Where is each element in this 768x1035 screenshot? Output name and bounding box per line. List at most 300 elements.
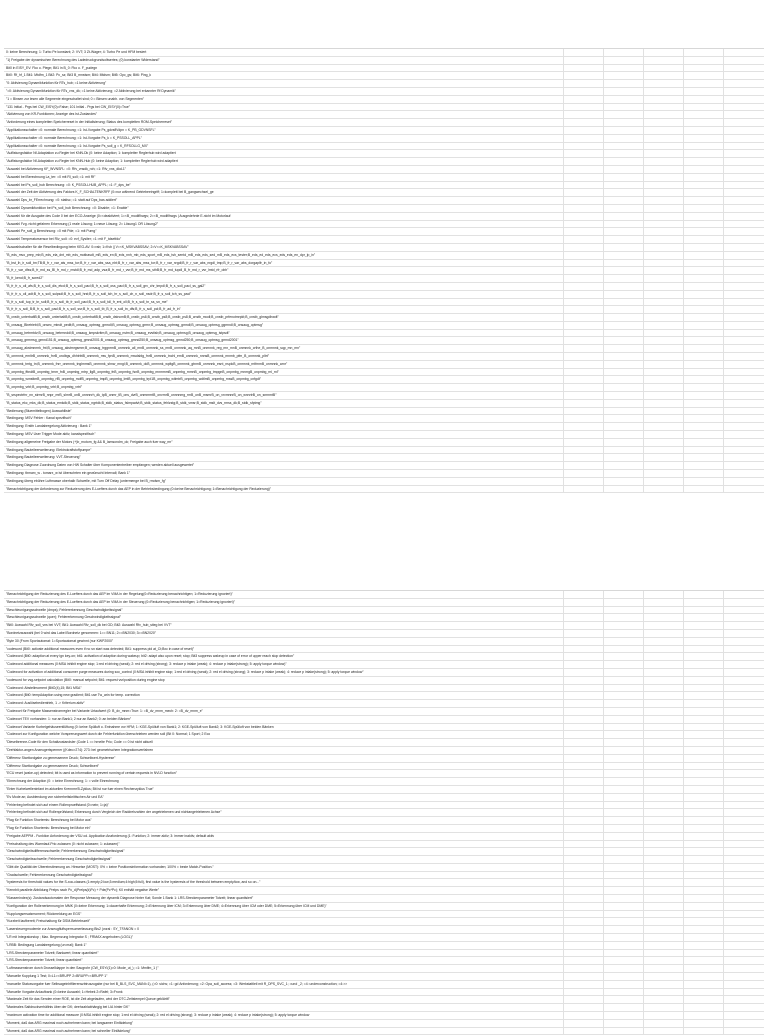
table-cell-empty[interactable] (724, 786, 764, 793)
table-cell-empty[interactable] (684, 205, 724, 212)
table-row[interactable] (4, 872, 764, 880)
table-row[interactable] (4, 1012, 764, 1020)
table-cell-empty[interactable] (644, 599, 684, 606)
table-cell-empty[interactable] (564, 470, 604, 477)
table-cell-description[interactable]: Bit0 in EISY_EV: Fko o. Piegn; Bit1 in B_0: Fko o. F_pudegn (4, 65, 564, 72)
table-cell-empty[interactable] (644, 221, 684, 228)
table-cell-empty[interactable] (684, 260, 724, 267)
table-cell-empty[interactable] (684, 166, 724, 173)
table-cell-empty[interactable] (604, 763, 644, 770)
table-cell-description[interactable]: "Freischaltung des Warmlauf-Prio zulassen (0: nicht zulassen; 1: zulassen)" (4, 841, 564, 848)
table-cell-description[interactable]: "Auswahl Pe_soll_g Berechnung: =0 mit Pde; =1: mit Pumg" (4, 228, 564, 235)
table-cell-empty[interactable] (724, 614, 764, 621)
table-cell-empty[interactable] (604, 942, 644, 949)
table-cell-description[interactable]: "Codeword for activation of additional consumer purge measures during soc_control (0:MSA inhibit engine stop; 1:red el driving (weak); 2: red el driving (strong); 3: reduce p intake (weak); 4: reduce p intake(strong); 5: apply torque window" (4, 669, 564, 676)
table-cell-empty[interactable] (644, 213, 684, 220)
table-cell-empty[interactable] (564, 918, 604, 925)
table-cell-description[interactable]: "Bedingung: MSV User Trigger Mode aktiv, kanalspezifisch" (4, 431, 564, 438)
table-cell-empty[interactable] (604, 439, 644, 446)
table-cell-description[interactable]: "codeword (Bit0: activate additional measures even if no sn start was detected; Bit1: suppress pid at_Ct;Bxc in case of reset)" (4, 646, 564, 653)
table-cell-empty[interactable] (684, 252, 724, 259)
table-cell-empty[interactable] (564, 104, 604, 111)
table-cell-empty[interactable] (724, 630, 764, 637)
table-cell-description[interactable]: "Codewort zur Konfiguration welche Vorsprerungswert durch die Fehlerfunktion überschrieben werden soll (Bit 0: Normal; 1 Sport; 2 Eco (4, 731, 564, 738)
table-cell-empty[interactable] (564, 622, 604, 629)
table-cell-empty[interactable] (644, 478, 684, 485)
table-cell-empty[interactable] (684, 127, 724, 134)
table-cell-empty[interactable] (684, 57, 724, 64)
table-cell-empty[interactable] (644, 731, 684, 738)
table-cell-empty[interactable] (564, 607, 604, 614)
table-cell-empty[interactable] (644, 166, 684, 173)
table-cell-empty[interactable] (644, 1020, 684, 1027)
table-cell-empty[interactable] (564, 864, 604, 871)
table-row[interactable] (4, 322, 764, 330)
table-row[interactable] (4, 88, 764, 96)
table-cell-empty[interactable] (724, 903, 764, 910)
table-row[interactable] (4, 135, 764, 143)
table-row[interactable] (4, 182, 764, 190)
table-cell-empty[interactable] (604, 661, 644, 668)
table-cell-empty[interactable] (604, 143, 644, 150)
table-cell-empty[interactable] (684, 299, 724, 306)
table-cell-empty[interactable] (684, 903, 724, 910)
table-row[interactable] (4, 755, 764, 763)
table-cell-empty[interactable] (644, 786, 684, 793)
table-cell-empty[interactable] (604, 786, 644, 793)
table-row[interactable] (4, 981, 764, 989)
table-row[interactable] (4, 205, 764, 213)
table-cell-empty[interactable] (684, 182, 724, 189)
table-cell-empty[interactable] (644, 330, 684, 337)
table-cell-empty[interactable] (604, 470, 644, 477)
table-row[interactable] (4, 337, 764, 345)
table-cell-empty[interactable] (604, 692, 644, 699)
table-cell-description[interactable]: "B_fr_fr_s_oll_adt;B_fr_s_soll_sulpsdl;B_fr_s_soll_hrst;B_fr_s_soll_tch_hr_s_soll_ch_n_soll_nsdr;B_fr_s_soll_tch_ss_pacl" (4, 291, 564, 298)
table-row[interactable] (4, 677, 764, 685)
table-cell-empty[interactable] (724, 739, 764, 746)
table-cell-empty[interactable] (684, 462, 724, 469)
table-cell-empty[interactable] (564, 926, 604, 933)
table-cell-description[interactable]: Bit0: Rf_hf_1 Bit1: Mtdfm_1 Bit2: Pc_sz; Bit3 B_mnstsm; Bit4: Mtdsm; Bit5: Opc_gs; Bit6: Ping_k (4, 72, 564, 79)
table-cell-empty[interactable] (564, 669, 604, 676)
table-cell-empty[interactable] (724, 65, 764, 72)
table-cell-empty[interactable] (564, 267, 604, 274)
table-cell-empty[interactable] (724, 127, 764, 134)
table-cell-description[interactable]: "Benachrichtigung der Reduzierung des E-Luefters durch das AEP im VMA in der Steuerung (0=Reduzierung benachrichtigen; 1=Reduzierung ignoriert)" (4, 599, 564, 606)
table-cell-empty[interactable] (604, 283, 644, 290)
table-cell-empty[interactable] (644, 981, 684, 988)
table-row[interactable] (4, 361, 764, 369)
table-cell-empty[interactable] (644, 462, 684, 469)
table-cell-empty[interactable] (644, 236, 684, 243)
table-cell-empty[interactable] (724, 447, 764, 454)
table-cell-empty[interactable] (604, 848, 644, 855)
table-cell-empty[interactable] (724, 965, 764, 972)
table-cell-empty[interactable] (604, 887, 644, 894)
table-cell-empty[interactable] (644, 770, 684, 777)
table-cell-empty[interactable] (564, 700, 604, 707)
table-cell-description[interactable]: "Codeword: Auslösebedientrieb, 1 -> Kriterium aktiv" (4, 700, 564, 707)
table-cell-empty[interactable] (684, 306, 724, 313)
table-cell-empty[interactable] (724, 981, 764, 988)
table-cell-empty[interactable] (564, 330, 604, 337)
table-cell-description[interactable]: "Benachrichtigung der Reduzierung des E-Luefters durch das AEP im VMA in der Regelung(0=Reduzierung benachrichtigen; 1=Reduzierung ignoriert)" (4, 591, 564, 598)
table-row[interactable] (4, 841, 764, 849)
table-row[interactable] (4, 724, 764, 732)
table-cell-empty[interactable] (564, 802, 604, 809)
table-cell-empty[interactable] (644, 260, 684, 267)
table-cell-empty[interactable] (644, 150, 684, 157)
table-cell-description[interactable]: "Codeword: Abstellmoment (BitO(4),15; Bit1 MSA" (4, 685, 564, 692)
table-cell-empty[interactable] (564, 353, 604, 360)
table-cell-empty[interactable] (724, 879, 764, 886)
table-row[interactable] (4, 330, 764, 338)
table-cell-description[interactable]: "manuelle Statusvorgabe fuer Selbsageinhtflierenszbtruszugabe (nur bei B_BLS_SVC_MANI=1), (=0: sichs; =1: gd Anforderung; =2: Opa_soll_access; =3: Werkstattleil mit R_DPS_SVC_1; =und _2; =4: underconstruction; =4:>> (4, 981, 564, 988)
table-cell-description[interactable]: "Einrechnung der Adaption (0: = keine Einrechnung; 1: = volle Einrechnung (4, 778, 564, 785)
table-cell-empty[interactable] (724, 996, 764, 1003)
table-row[interactable] (4, 716, 764, 724)
table-cell-empty[interactable] (604, 802, 644, 809)
table-cell-empty[interactable] (684, 731, 724, 738)
table-cell-empty[interactable] (644, 119, 684, 126)
table-cell-empty[interactable] (684, 470, 724, 477)
table-cell-empty[interactable] (564, 1004, 604, 1011)
table-cell-empty[interactable] (724, 1012, 764, 1019)
table-row[interactable] (4, 630, 764, 638)
table-cell-empty[interactable] (684, 926, 724, 933)
table-cell-empty[interactable] (644, 965, 684, 972)
table-cell-empty[interactable] (564, 1028, 604, 1035)
table-cell-description[interactable]: "Bedingung überg ebühre Luftmasse oberhalb Schwelle, mit Turn Off Delay (untermenge bei B_rmdsm_fg" (4, 478, 564, 485)
table-cell-description[interactable]: "Bedingung: Erstfn Landabregelung Aktivierung : Bank 1" (4, 423, 564, 430)
table-cell-empty[interactable] (724, 700, 764, 707)
table-cell-empty[interactable] (564, 119, 604, 126)
table-cell-empty[interactable] (564, 462, 604, 469)
table-cell-empty[interactable] (724, 747, 764, 754)
table-cell-description[interactable]: "B_onpmbg_fttndtB_onpmbg_trnm_fnB_onpmbg_mtrp_llgB_onpmbg_fnB_onpmbg_fsnB_onpmbg_mnmmmB_onpmbg_rnmnB_onpmbg_tmpgnB_onpmbg_mnmgB_onpmbg_rnl_rnl" (4, 369, 564, 376)
table-cell-empty[interactable] (604, 833, 644, 840)
table-cell-empty[interactable] (604, 314, 644, 321)
table-cell-empty[interactable] (644, 653, 684, 660)
table-cell-empty[interactable] (564, 638, 604, 645)
table-row[interactable] (4, 864, 764, 872)
table-cell-empty[interactable] (604, 205, 644, 212)
table-cell-empty[interactable] (564, 661, 604, 668)
table-cell-empty[interactable] (724, 158, 764, 165)
table-row[interactable] (4, 903, 764, 911)
table-cell-empty[interactable] (644, 918, 684, 925)
table-row[interactable] (4, 802, 764, 810)
table-cell-description[interactable]: "Bedingung Diagnose Zuordnung Daten von HW Schalter über Komponententreiber empfangen; werden aktuell ausgewertet" (4, 462, 564, 469)
table-cell-empty[interactable] (604, 973, 644, 980)
table-cell-empty[interactable] (684, 724, 724, 731)
table-cell-empty[interactable] (724, 708, 764, 715)
table-cell-empty[interactable] (564, 135, 604, 142)
table-row[interactable] (4, 614, 764, 622)
table-cell-empty[interactable] (684, 973, 724, 980)
table-row[interactable] (4, 794, 764, 802)
table-row[interactable] (4, 607, 764, 615)
table-cell-empty[interactable] (684, 1004, 724, 1011)
table-cell-description[interactable]: "Maximales Saitdruckverhältnis über der DK; deehzahlabhängig bei LIA hinter DK" (4, 1004, 564, 1011)
table-cell-description[interactable]: "Bedingung Bauteileerweiterung: Elektrokraftstoffpumpe" (4, 447, 564, 454)
table-cell-empty[interactable] (724, 731, 764, 738)
table-row[interactable] (4, 942, 764, 950)
table-cell-empty[interactable] (564, 205, 604, 212)
table-cell-empty[interactable] (684, 763, 724, 770)
table-cell-empty[interactable] (724, 384, 764, 391)
table-cell-empty[interactable] (684, 96, 724, 103)
table-cell-empty[interactable] (684, 408, 724, 415)
table-cell-empty[interactable] (604, 685, 644, 692)
table-row[interactable] (4, 369, 764, 377)
table-cell-description[interactable]: "Auswahl für die Ausgabe des Code 0 bei der ECO-Anzeige (0=<deaktiviert; 1=<B_modiflhwgs; 2=<B_modiflhwgs | Ausgedehnte E-nicht im Motorlauf (4, 213, 564, 220)
table-cell-description[interactable]: "Flag für Funktion Shortemis: Berechnung bei Motor aus" (4, 817, 564, 824)
table-cell-empty[interactable] (724, 174, 764, 181)
table-row[interactable] (4, 692, 764, 700)
table-cell-empty[interactable] (724, 392, 764, 399)
table-cell-empty[interactable] (684, 786, 724, 793)
table-cell-empty[interactable] (724, 49, 764, 56)
table-cell-empty[interactable] (644, 384, 684, 391)
table-cell-empty[interactable] (644, 275, 684, 282)
table-cell-description[interactable]: "Kurzbeit laufbereit; Freischaltung für DSM-Betriebszeit" (4, 918, 564, 925)
table-cell-empty[interactable] (604, 825, 644, 832)
table-row[interactable] (4, 119, 764, 127)
table-cell-empty[interactable] (604, 189, 644, 196)
table-cell-empty[interactable] (684, 841, 724, 848)
table-cell-empty[interactable] (724, 454, 764, 461)
table-row[interactable] (4, 236, 764, 244)
table-cell-empty[interactable] (644, 361, 684, 368)
table-cell-description[interactable]: "B_onsaug_grmmsg_gmnd151;B_onsaug_optmsg_gmnd2001;B_onsaug_optmsg_gmnd250;B_onsaug_optmsg_gmnd250;B_onsaug_optmsg_gmnd2001" (4, 337, 564, 344)
table-cell-empty[interactable] (684, 314, 724, 321)
table-cell-description[interactable]: "Auswahl bei Ps_soll_hub Berechnung: =0: K_PSSOLLHUB_APPL; =1: F_dps_be" (4, 182, 564, 189)
table-cell-empty[interactable] (724, 291, 764, 298)
table-cell-empty[interactable] (564, 400, 604, 407)
table-cell-empty[interactable] (644, 470, 684, 477)
table-cell-empty[interactable] (564, 879, 604, 886)
table-cell-empty[interactable] (604, 369, 644, 376)
table-cell-description[interactable]: "Fehlerbeg befindet sich auf Rollenprüfstand; Erkennung durch Vergleich der Raddrehzahlen der angetriebenen und nichtangetriebenen Achse" (4, 809, 564, 816)
table-row[interactable] (4, 275, 764, 283)
table-row[interactable] (4, 747, 764, 755)
table-cell-empty[interactable] (684, 244, 724, 251)
table-cell-empty[interactable] (684, 369, 724, 376)
table-cell-empty[interactable] (644, 747, 684, 754)
table-cell-empty[interactable] (644, 887, 684, 894)
table-row[interactable] (4, 462, 764, 470)
table-cell-empty[interactable] (644, 685, 684, 692)
table-cell-description[interactable]: "Bit0: Auswahl Rfv_soll_vns bei VVT; Bit1: Auswahl Rfv_soll_dk bei GD; Bit2: Auswahl Rfv_hub_stieg bei VVT" (4, 622, 564, 629)
table-cell-empty[interactable] (604, 607, 644, 614)
table-row[interactable] (4, 470, 764, 478)
table-cell-empty[interactable] (644, 661, 684, 668)
table-cell-description[interactable]: "B_eds_mvo_prep_mb;B_eds_ela_dnt_mb_eds_motbasdt_mB_eds_en;B_eds_nnh_mb_eds_sport_mB_eds_tsh_sentd_mB_eds_eds_sed_mB_eds_ecs_tester;B_eds_ed_eds_ecs_eds_eds_en_dpr_lp_in" (4, 252, 564, 259)
table-cell-empty[interactable] (564, 591, 604, 598)
table-cell-empty[interactable] (604, 236, 644, 243)
table-cell-empty[interactable] (684, 65, 724, 72)
table-cell-empty[interactable] (564, 57, 604, 64)
table-cell-empty[interactable] (564, 677, 604, 684)
table-row[interactable] (4, 454, 764, 462)
table-row[interactable] (4, 646, 764, 654)
table-row[interactable] (4, 439, 764, 447)
table-row[interactable] (4, 423, 764, 431)
table-cell-empty[interactable] (604, 599, 644, 606)
table-cell-empty[interactable] (684, 174, 724, 181)
table-cell-empty[interactable] (564, 739, 604, 746)
table-cell-empty[interactable] (684, 143, 724, 150)
table-cell-description[interactable]: "B_fr_fr_s_soll_B;B_fr_s_soll_pacl;B_fr_s_soll_ssr;B_fr_s_soll_tb_B_fr_s_soll_tn_dfs;B_fr_s_soll_pcl;B_fr_ad_fr_in" (4, 306, 564, 313)
table-cell-empty[interactable] (604, 478, 644, 485)
table-cell-empty[interactable] (724, 833, 764, 840)
table-cell-empty[interactable] (724, 299, 764, 306)
table-cell-empty[interactable] (644, 989, 684, 996)
table-cell-empty[interactable] (684, 825, 724, 832)
table-cell-empty[interactable] (644, 755, 684, 762)
table-row[interactable] (4, 934, 764, 942)
table-cell-empty[interactable] (644, 158, 684, 165)
table-cell-empty[interactable] (684, 599, 724, 606)
table-cell-empty[interactable] (724, 236, 764, 243)
table-cell-empty[interactable] (604, 392, 644, 399)
table-cell-empty[interactable] (564, 903, 604, 910)
table-row[interactable] (4, 591, 764, 599)
table-cell-empty[interactable] (684, 236, 724, 243)
table-cell-empty[interactable] (724, 260, 764, 267)
table-cell-empty[interactable] (684, 353, 724, 360)
table-cell-empty[interactable] (644, 817, 684, 824)
table-cell-empty[interactable] (724, 228, 764, 235)
table-cell-empty[interactable] (604, 739, 644, 746)
table-cell-empty[interactable] (604, 864, 644, 871)
table-cell-empty[interactable] (644, 376, 684, 383)
table-cell-empty[interactable] (644, 957, 684, 964)
table-cell-empty[interactable] (604, 119, 644, 126)
table-cell-empty[interactable] (564, 957, 604, 964)
table-cell-description[interactable]: "hysteresis for threshold values for the S-xoc-classes (1:empty;2:low;3:medium;4:high;5:full), first value is the hysteresis of the threshold between empty/low, and so on..." (4, 879, 564, 886)
table-cell-empty[interactable] (684, 189, 724, 196)
table-row[interactable] (4, 833, 764, 841)
table-cell-empty[interactable] (724, 213, 764, 220)
table-cell-empty[interactable] (604, 447, 644, 454)
table-cell-empty[interactable] (564, 653, 604, 660)
table-cell-empty[interactable] (564, 755, 604, 762)
table-cell-empty[interactable] (724, 622, 764, 629)
table-cell-empty[interactable] (604, 260, 644, 267)
table-cell-empty[interactable] (604, 486, 644, 493)
table-row[interactable] (4, 825, 764, 833)
table-cell-empty[interactable] (604, 841, 644, 848)
table-cell-empty[interactable] (724, 96, 764, 103)
table-cell-empty[interactable] (604, 926, 644, 933)
table-cell-empty[interactable] (564, 306, 604, 313)
table-cell-empty[interactable] (684, 630, 724, 637)
table-row[interactable] (4, 809, 764, 817)
table-cell-description[interactable]: "Moment, daß das ARG maximal noch aufnehmen kann; bei schneller Einfädelung" (4, 1028, 564, 1035)
table-row[interactable] (4, 989, 764, 997)
table-cell-empty[interactable] (644, 607, 684, 614)
table-cell-empty[interactable] (564, 614, 604, 621)
table-cell-empty[interactable] (564, 447, 604, 454)
table-cell-empty[interactable] (604, 778, 644, 785)
table-cell-empty[interactable] (564, 778, 604, 785)
table-cell-empty[interactable] (684, 802, 724, 809)
table-row[interactable] (4, 299, 764, 307)
table-cell-empty[interactable] (644, 879, 684, 886)
table-cell-empty[interactable] (604, 638, 644, 645)
table-cell-description[interactable]: "B_onpmbg_vrtrl;B_onpmbg_vrtrl;B_onpmbg_vrtrl" (4, 384, 564, 391)
table-cell-description[interactable]: "Manuelle Vorgabe Anlaufbank (0=keine Auswahl; 1=Hebek 2=Rafel; 3=Fronk (4, 989, 564, 996)
table-cell-empty[interactable] (684, 197, 724, 204)
table-cell-description[interactable]: "Geschwindigkeitsschwelle; Fehlererkennung Geschwindigkeitssignal" (4, 856, 564, 863)
table-cell-empty[interactable] (724, 143, 764, 150)
table-cell-empty[interactable] (644, 345, 684, 352)
table-cell-empty[interactable] (724, 716, 764, 723)
table-row[interactable] (4, 950, 764, 958)
table-cell-empty[interactable] (564, 996, 604, 1003)
table-cell-empty[interactable] (644, 454, 684, 461)
table-cell-empty[interactable] (564, 88, 604, 95)
table-cell-empty[interactable] (684, 228, 724, 235)
table-cell-empty[interactable] (644, 400, 684, 407)
table-cell-empty[interactable] (724, 895, 764, 902)
table-cell-empty[interactable] (684, 1012, 724, 1019)
table-cell-empty[interactable] (724, 942, 764, 949)
table-cell-description[interactable]: "Bedingung: tbmarx_w - tomarx_w ist überschrten ein gewünscht Intervall; Bank 1" (4, 470, 564, 477)
table-cell-empty[interactable] (604, 770, 644, 777)
table-cell-empty[interactable] (644, 197, 684, 204)
table-cell-empty[interactable] (604, 622, 644, 629)
table-cell-empty[interactable] (604, 989, 644, 996)
table-cell-empty[interactable] (684, 221, 724, 228)
table-cell-empty[interactable] (684, 942, 724, 949)
table-row[interactable] (4, 80, 764, 88)
table-cell-empty[interactable] (644, 431, 684, 438)
table-cell-description[interactable]: "Flag für Funktion Shortemis: Berechnung bei Motor ein" (4, 825, 564, 832)
table-cell-empty[interactable] (684, 848, 724, 855)
table-cell-empty[interactable] (684, 833, 724, 840)
table-row[interactable] (4, 887, 764, 895)
table-cell-empty[interactable] (604, 174, 644, 181)
table-cell-empty[interactable] (724, 267, 764, 274)
table-cell-empty[interactable] (684, 376, 724, 383)
table-cell-empty[interactable] (644, 1012, 684, 1019)
table-cell-empty[interactable] (564, 392, 604, 399)
table-cell-empty[interactable] (564, 415, 604, 422)
table-cell-empty[interactable] (724, 802, 764, 809)
table-cell-description[interactable]: "Dieselbrenne-Code für den Schaltzustandsler (Code 1 == hrnelte Prio; Code == 0 ist nicht aktuell (4, 739, 564, 746)
table-cell-description[interactable]: "Bedingung Bauteileerweiterung: VVT-Steuerung" (4, 454, 564, 461)
table-cell-empty[interactable] (724, 166, 764, 173)
table-cell-empty[interactable] (564, 841, 604, 848)
table-cell-empty[interactable] (604, 708, 644, 715)
table-cell-empty[interactable] (724, 724, 764, 731)
table-cell-description[interactable]: "B_fr_s_soll_tup_tr_tn_soll;B_fr_s_soll_tb_fr_soll_pacl;B_fr_s_soll_tdl_fr_ent_oll;B_fr_s_soll_tn_ss_sn_me" (4, 299, 564, 306)
table-cell-empty[interactable] (684, 646, 724, 653)
table-cell-empty[interactable] (564, 833, 604, 840)
table-cell-empty[interactable] (564, 182, 604, 189)
table-cell-empty[interactable] (684, 989, 724, 996)
table-cell-empty[interactable] (644, 337, 684, 344)
table-cell-empty[interactable] (684, 934, 724, 941)
table-row[interactable] (4, 111, 764, 119)
table-row[interactable] (4, 400, 764, 408)
table-cell-empty[interactable] (564, 80, 604, 87)
table-row[interactable] (4, 415, 764, 423)
